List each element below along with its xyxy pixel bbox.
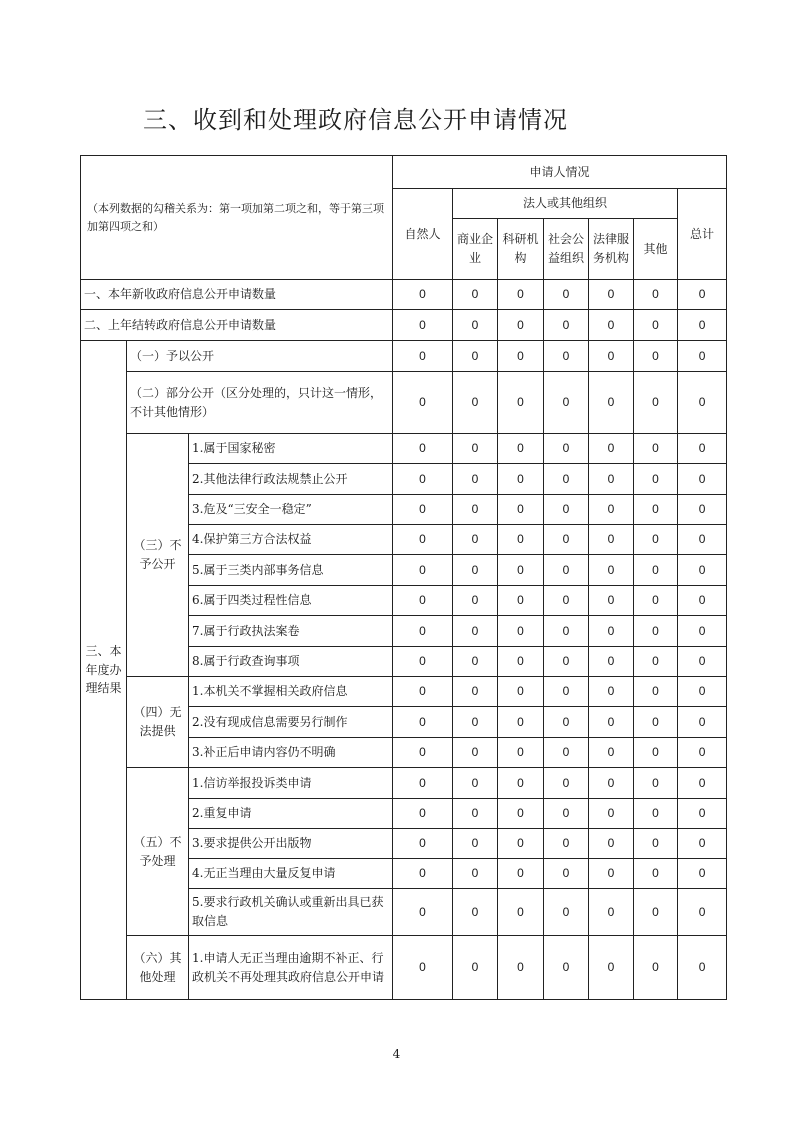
count-cell: 0 — [544, 616, 589, 647]
count-cell: 0 — [498, 372, 544, 434]
count-cell: 0 — [678, 768, 727, 799]
count-cell: 0 — [453, 889, 498, 936]
count-cell: 0 — [678, 280, 727, 310]
total-header: 总计 — [678, 189, 727, 280]
count-cell: 0 — [634, 434, 678, 464]
count-cell: 0 — [589, 280, 634, 310]
count-cell: 0 — [589, 829, 634, 859]
count-cell: 0 — [453, 647, 498, 677]
count-cell: 0 — [589, 799, 634, 829]
count-cell: 0 — [393, 936, 453, 1000]
count-cell: 0 — [634, 859, 678, 889]
count-cell: 0 — [589, 464, 634, 495]
header-note: （本列数据的勾稽关系为：第一项加第二项之和，等于第三项加第四项之和） — [81, 156, 393, 280]
count-cell: 0 — [678, 341, 727, 372]
count-cell: 0 — [393, 586, 453, 616]
count-cell: 0 — [634, 799, 678, 829]
row-label: 2.其他法律行政法规禁止公开 — [189, 464, 393, 495]
count-cell: 0 — [453, 525, 498, 555]
row-label: 二、上年结转政府信息公开申请数量 — [81, 310, 393, 341]
count-cell: 0 — [498, 799, 544, 829]
count-cell: 0 — [678, 525, 727, 555]
count-cell: 0 — [453, 616, 498, 647]
count-cell: 0 — [393, 768, 453, 799]
count-cell: 0 — [634, 829, 678, 859]
count-cell: 0 — [634, 280, 678, 310]
count-cell: 0 — [393, 799, 453, 829]
count-cell: 0 — [393, 310, 453, 341]
row-partial — [81, 372, 727, 434]
row-label: 6.属于四类过程性信息 — [189, 586, 393, 616]
count-cell: 0 — [544, 677, 589, 707]
count-cell: 0 — [453, 738, 498, 768]
count-cell: 0 — [678, 707, 727, 738]
disclosure-requests-table — [80, 155, 727, 1000]
count-cell: 0 — [544, 829, 589, 859]
count-cell: 0 — [634, 495, 678, 525]
other-header: 其他 — [634, 219, 678, 280]
count-cell: 0 — [678, 859, 727, 889]
g6-row — [81, 936, 727, 1000]
count-cell: 0 — [589, 647, 634, 677]
count-cell: 0 — [453, 310, 498, 341]
count-cell: 0 — [393, 616, 453, 647]
count-cell: 0 — [678, 738, 727, 768]
count-cell: 0 — [498, 434, 544, 464]
count-cell: 0 — [589, 525, 634, 555]
count-cell: 0 — [453, 859, 498, 889]
count-cell: 0 — [544, 768, 589, 799]
count-cell: 0 — [453, 555, 498, 586]
count-cell: 0 — [634, 341, 678, 372]
count-cell: 0 — [393, 341, 453, 372]
count-cell: 0 — [678, 464, 727, 495]
count-cell: 0 — [544, 586, 589, 616]
row-label: 8.属于行政查询事项 — [189, 647, 393, 677]
natural-person-header: 自然人 — [393, 189, 453, 280]
count-cell: 0 — [544, 738, 589, 768]
count-cell: 0 — [589, 341, 634, 372]
count-cell: 0 — [498, 586, 544, 616]
count-cell: 0 — [634, 464, 678, 495]
count-cell: 0 — [544, 859, 589, 889]
row-label: （二）部分公开（区分处理的，只计这一情形，不计其他情形） — [127, 372, 393, 434]
count-cell: 0 — [678, 829, 727, 859]
count-cell: 0 — [589, 434, 634, 464]
count-cell: 0 — [498, 707, 544, 738]
count-cell: 0 — [678, 936, 727, 1000]
count-cell: 0 — [498, 829, 544, 859]
count-cell: 0 — [393, 464, 453, 495]
count-cell: 0 — [589, 889, 634, 936]
row-carried-over — [81, 310, 727, 341]
row-new-requests — [81, 280, 727, 310]
count-cell: 0 — [589, 586, 634, 616]
count-cell: 0 — [589, 372, 634, 434]
count-cell: 0 — [498, 889, 544, 936]
count-cell: 0 — [544, 525, 589, 555]
page-title: 三、收到和处理政府信息公开申请情况 — [143, 106, 568, 134]
row-label: 一、本年新收政府信息公开申请数量 — [81, 280, 393, 310]
count-cell: 0 — [678, 310, 727, 341]
count-cell: 0 — [678, 555, 727, 586]
count-cell: 0 — [453, 768, 498, 799]
row-label: 5.属于三类内部事务信息 — [189, 555, 393, 586]
row-label: 5.要求行政机关确认或重新出具已获取信息 — [189, 889, 393, 936]
count-cell: 0 — [634, 738, 678, 768]
count-cell: 0 — [544, 464, 589, 495]
count-cell: 0 — [544, 495, 589, 525]
count-cell: 0 — [393, 829, 453, 859]
social-header: 社会公益组织 — [544, 219, 589, 280]
count-cell: 0 — [678, 495, 727, 525]
count-cell: 0 — [393, 677, 453, 707]
count-cell: 0 — [498, 464, 544, 495]
count-cell: 0 — [393, 738, 453, 768]
count-cell: 0 — [453, 586, 498, 616]
count-cell: 0 — [498, 677, 544, 707]
row-label: 4.保护第三方合法权益 — [189, 525, 393, 555]
legal-service-header: 法律服务机构 — [589, 219, 634, 280]
count-cell: 0 — [678, 586, 727, 616]
count-cell: 0 — [498, 616, 544, 647]
count-cell: 0 — [634, 889, 678, 936]
count-cell: 0 — [453, 464, 498, 495]
count-cell: 0 — [544, 707, 589, 738]
legal-org-header: 法人或其他组织 — [453, 189, 678, 219]
row-label: 4.无正当理由大量反复申请 — [189, 859, 393, 889]
count-cell: 0 — [453, 829, 498, 859]
count-cell: 0 — [634, 677, 678, 707]
count-cell: 0 — [393, 555, 453, 586]
count-cell: 0 — [634, 525, 678, 555]
page-number: 4 — [392, 1047, 401, 1061]
count-cell: 0 — [544, 799, 589, 829]
count-cell: 0 — [589, 936, 634, 1000]
count-cell: 0 — [453, 495, 498, 525]
count-cell: 0 — [544, 280, 589, 310]
count-cell: 0 — [498, 310, 544, 341]
count-cell: 0 — [678, 434, 727, 464]
count-cell: 0 — [393, 525, 453, 555]
count-cell: 0 — [544, 310, 589, 341]
count-cell: 0 — [453, 280, 498, 310]
count-cell: 0 — [393, 647, 453, 677]
count-cell: 0 — [589, 768, 634, 799]
count-cell: 0 — [453, 799, 498, 829]
count-cell: 0 — [678, 889, 727, 936]
count-cell: 0 — [453, 936, 498, 1000]
count-cell: 0 — [634, 768, 678, 799]
row-label: 1.申请人无正当理由逾期不补正、行政机关不再处理其政府信息公开申请 — [189, 936, 393, 1000]
count-cell: 0 — [634, 936, 678, 1000]
count-cell: 0 — [544, 434, 589, 464]
group-label: （六）其他处理 — [127, 936, 189, 1000]
count-cell: 0 — [678, 647, 727, 677]
row-label: 1.本机关不掌握相关政府信息 — [189, 677, 393, 707]
row-label: （一）予以公开 — [127, 341, 393, 372]
count-cell: 0 — [544, 555, 589, 586]
count-cell: 0 — [498, 341, 544, 372]
row-label: 3.补正后申请内容仍不明确 — [189, 738, 393, 768]
row-label: 7.属于行政执法案卷 — [189, 616, 393, 647]
count-cell: 0 — [453, 707, 498, 738]
count-cell: 0 — [634, 707, 678, 738]
count-cell: 0 — [498, 768, 544, 799]
count-cell: 0 — [634, 647, 678, 677]
group-label: （四）无法提供 — [127, 677, 189, 768]
count-cell: 0 — [393, 280, 453, 310]
count-cell: 0 — [544, 341, 589, 372]
group-label: （三）不予公开 — [127, 434, 189, 677]
section-results-label: 三、本年度办理结果 — [81, 341, 127, 1000]
count-cell: 0 — [393, 495, 453, 525]
count-cell: 0 — [544, 372, 589, 434]
commercial-header: 商业企业 — [453, 219, 498, 280]
count-cell: 0 — [589, 310, 634, 341]
count-cell: 0 — [634, 586, 678, 616]
g4-row — [81, 677, 727, 707]
row-label: 2.没有现成信息需要另行制作 — [189, 707, 393, 738]
count-cell: 0 — [498, 555, 544, 586]
count-cell: 0 — [589, 738, 634, 768]
count-cell: 0 — [498, 738, 544, 768]
count-cell: 0 — [498, 280, 544, 310]
count-cell: 0 — [453, 341, 498, 372]
count-cell: 0 — [453, 434, 498, 464]
count-cell: 0 — [589, 495, 634, 525]
count-cell: 0 — [498, 647, 544, 677]
count-cell: 0 — [393, 372, 453, 434]
count-cell: 0 — [589, 859, 634, 889]
count-cell: 0 — [498, 859, 544, 889]
count-cell: 0 — [589, 677, 634, 707]
row-label: 3.要求提供公开出版物 — [189, 829, 393, 859]
count-cell: 0 — [544, 936, 589, 1000]
row-label: 1.属于国家秘密 — [189, 434, 393, 464]
count-cell: 0 — [589, 616, 634, 647]
count-cell: 0 — [453, 677, 498, 707]
count-cell: 0 — [453, 372, 498, 434]
applicant-header: 申请人情况 — [393, 156, 727, 189]
g5-row — [81, 768, 727, 799]
count-cell: 0 — [678, 616, 727, 647]
row-label: 2.重复申请 — [189, 799, 393, 829]
count-cell: 0 — [678, 372, 727, 434]
g3-row — [81, 434, 727, 464]
count-cell: 0 — [498, 525, 544, 555]
group-label: （五）不予处理 — [127, 768, 189, 936]
row-disclosed — [81, 341, 727, 372]
row-label: 3.危及“三安全一稳定” — [189, 495, 393, 525]
count-cell: 0 — [544, 889, 589, 936]
count-cell: 0 — [589, 707, 634, 738]
count-cell: 0 — [393, 889, 453, 936]
count-cell: 0 — [393, 434, 453, 464]
count-cell: 0 — [393, 707, 453, 738]
count-cell: 0 — [678, 799, 727, 829]
row-label: 1.信访举报投诉类申请 — [189, 768, 393, 799]
count-cell: 0 — [634, 616, 678, 647]
count-cell: 0 — [393, 859, 453, 889]
count-cell: 0 — [498, 936, 544, 1000]
count-cell: 0 — [634, 555, 678, 586]
count-cell: 0 — [544, 647, 589, 677]
header-row-1 — [81, 156, 727, 189]
count-cell: 0 — [634, 372, 678, 434]
count-cell: 0 — [678, 677, 727, 707]
research-header: 科研机构 — [498, 219, 544, 280]
count-cell: 0 — [589, 555, 634, 586]
count-cell: 0 — [634, 310, 678, 341]
count-cell: 0 — [498, 495, 544, 525]
